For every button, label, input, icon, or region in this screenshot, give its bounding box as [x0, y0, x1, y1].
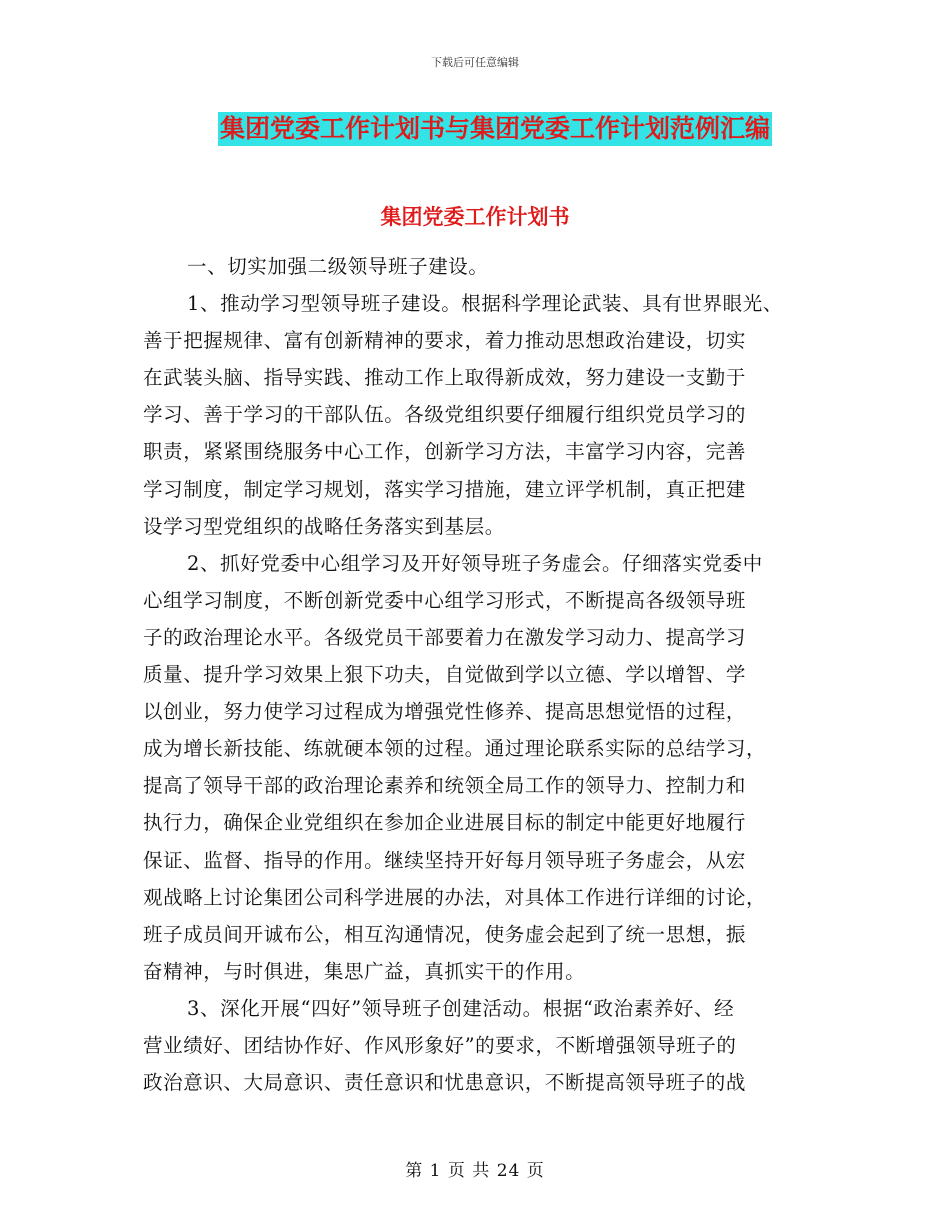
paragraph-line: 在武装头脑、指导实践、推动工作上取得新成效，努力建设一支勤于 [143, 366, 747, 390]
paragraph-line: 营业绩好、团结协作好、作风形象好”的要求，不断增强领导班子的 [143, 1033, 737, 1057]
paragraph-line: 学习制度，制定学习规划，落实学习措施，建立评学机制，真正把建 [143, 477, 747, 501]
paragraph-line: 一、切实加强二级领导班子建设。 [187, 255, 489, 278]
paragraph-line: 质量、提升学习效果上狠下功夫，自觉做到学以立德、学以增智、学 [143, 663, 747, 687]
body-text [143, 248, 803, 1101]
paragraph-line: 心组学习制度，不断创新党委中心组学习形式，不断提高各级领导班 [143, 588, 747, 612]
paragraph-line: 子的政治理论水平。各级党员干部要着力在激发学习动力、提高学习 [143, 625, 747, 649]
header-note: 下载后可任意编辑 [431, 56, 519, 69]
paragraph-line: 执行力，确保企业党组织在参加企业进展目标的制定中能更好地履行 [143, 811, 747, 835]
main-title: 集团党委工作计划书与集团党委工作计划范例汇编 [218, 112, 772, 146]
paragraph-line: 观战略上讨论集团公司科学进展的办法，对具体工作进行详细的讨论， [143, 885, 767, 909]
paragraph-line: 1、推动学习型领导班子建设。根据科学理论武装、具有世界眼光、 [187, 292, 783, 316]
sub-title: 集团党委工作计划书 [380, 205, 570, 229]
paragraph-line: 职责，紧紧围绕服务中心工作，创新学习方法，丰富学习内容，完善 [143, 440, 747, 464]
paragraph-line: 设学习型党组织的战略任务落实到基层。 [143, 514, 505, 538]
page-footer: 第 1 页 共 24 页 [405, 1161, 545, 1181]
paragraph-line: 3、深化开展“四好”领导班子创建活动。根据“政治素养好、经 [187, 996, 735, 1020]
paragraph-line: 以创业，努力使学习过程成为增强党性修养、提高思想觉悟的过程， [143, 700, 747, 724]
paragraph-line: 班子成员间开诚布公，相互沟通情况，使务虚会起到了统一思想，振 [143, 922, 747, 946]
paragraph-line: 2、抓好党委中心组学习及开好领导班子务虚会。仔细落实党委中 [187, 551, 763, 575]
paragraph-line: 政治意识、大局意识、责任意识和忧患意识，不断提高领导班子的战 [143, 1071, 747, 1095]
paragraph-line: 成为增长新技能、练就硬本领的过程。通过理论联系实际的总结学习， [143, 737, 767, 761]
paragraph-line: 学习、善于学习的干部队伍。各级党组织要仔细履行组织党员学习的 [143, 403, 747, 427]
paragraph-line: 提高了领导干部的政治理论素养和统领全局工作的领导力、控制力和 [143, 774, 747, 798]
paragraph-line: 奋精神，与时俱进，集思广益，真抓实干的作用。 [143, 959, 586, 983]
main-title-wrap [0, 112, 950, 146]
paragraph-line: 保证、监督、指导的作用。继续坚持开好每月领导班子务虚会，从宏 [143, 848, 747, 872]
paragraph-line: 善于把握规律、富有创新精神的要求，着力推动思想政治建设，切实 [143, 329, 747, 353]
